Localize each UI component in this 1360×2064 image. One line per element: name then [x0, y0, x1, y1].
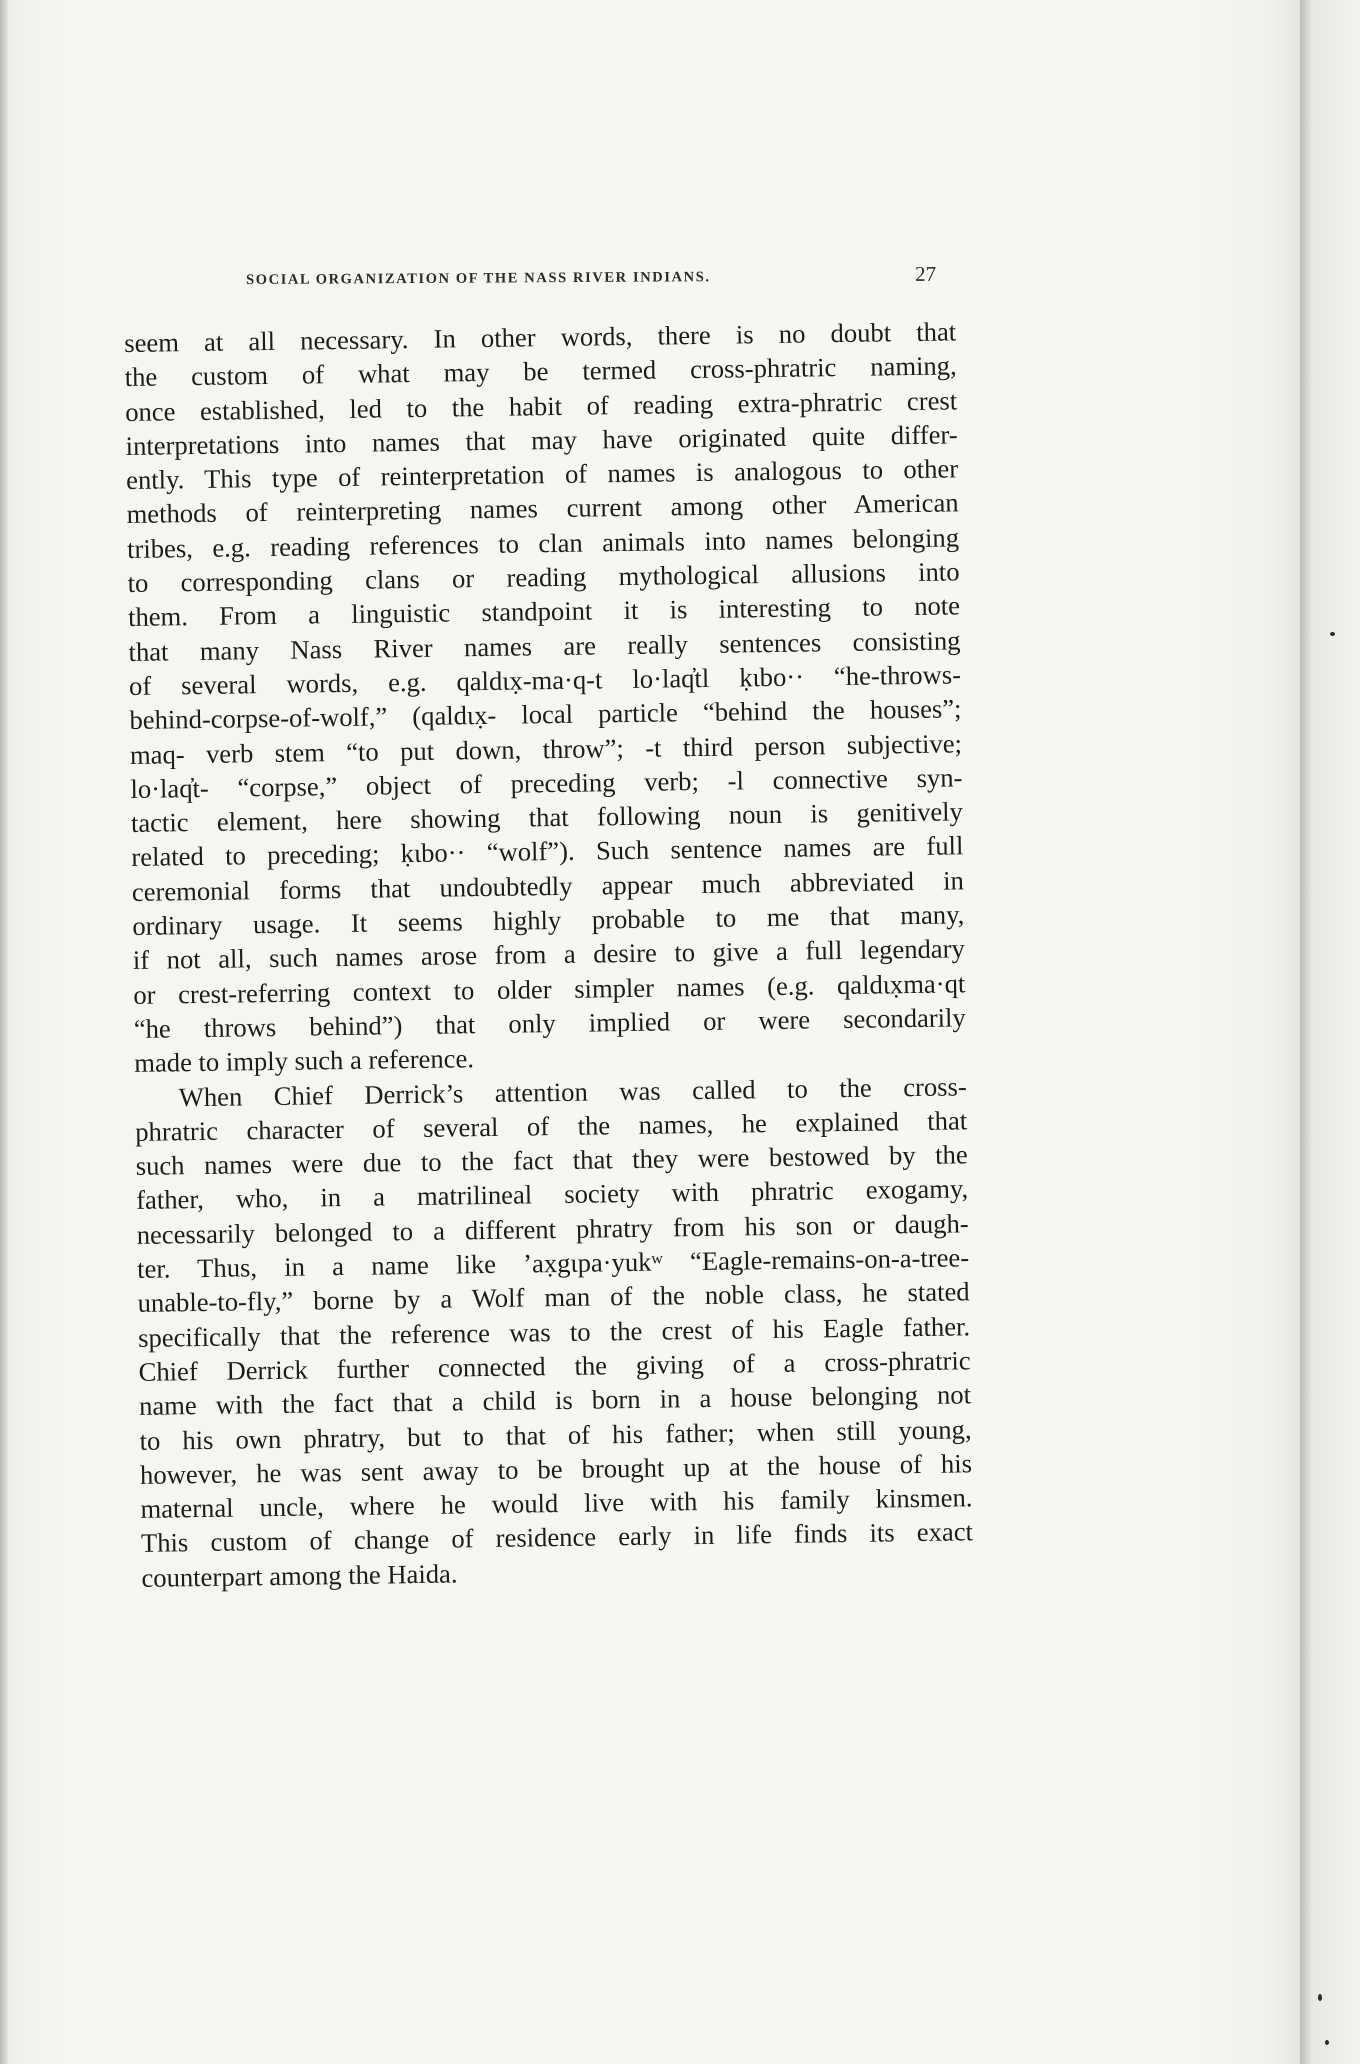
text-line: ter. Thus, in a name like ’ax̣gɩpa·yukʷ “Eagle-remains-on-a-tree-	[136, 1242, 970, 1284]
page-right-gutter	[1300, 0, 1360, 2064]
text-line: counterpart among the Haida.	[141, 1558, 458, 1593]
body-text	[124, 314, 974, 1594]
text-line: father, who, in a matrilineal society with phratric exogamy,	[135, 1173, 969, 1216]
text-line: interpretations into names that may have originated quite differ-	[125, 419, 958, 461]
text-line: ordinary usage. It seems highly probable to me that many,	[132, 899, 965, 941]
text-line: tactic element, here showing that following noun is genitively	[130, 796, 964, 839]
text-line: that many Nass River names are really sentences consisting	[128, 625, 961, 667]
page-number: 27	[914, 261, 937, 286]
text-line: lo·laq̓t- “corpse,” object of preceding verb; -l connective syn-	[130, 762, 963, 804]
scan-speck	[1325, 2040, 1329, 2045]
text-line: methods of reinterpreting names current among other American	[126, 487, 959, 530]
running-header	[246, 262, 936, 296]
text-line: ceremonial forms that undoubtedly appear much abbreviated in	[131, 865, 965, 907]
text-line: necessarily belonged to a different phratry from his son or daugh-	[136, 1208, 969, 1250]
text-line: if not all, such names arose from a desire to give a full legendary	[132, 933, 965, 976]
text-line: Chief Derrick further connected the giving of a cross-phratric	[138, 1345, 971, 1387]
text-line: This custom of change of residence early in life finds its exact	[140, 1516, 974, 1559]
text-line: behind-corpse-of-wolf,” (qaldɩx̣- local particle “behind the houses”;	[129, 693, 962, 736]
page-left-edge	[0, 0, 8, 2064]
text-line: once established, led to the habit of reading extra-phratric crest	[124, 384, 958, 427]
paragraph-2	[135, 1069, 974, 1595]
text-line: or crest-referring context to older simpler names (e.g. qaldɩx̣ma·qt	[133, 967, 966, 1010]
text-line: related to preceding; ḳɩbo·· “wolf”). Such sentence names are full	[131, 830, 964, 873]
text-line: to his own phratry, but to that of his father; when still young,	[139, 1413, 972, 1456]
text-line: name with the fact that a child is born in a house belonging not	[138, 1379, 972, 1422]
text-line: them. From a linguistic standpoint it is interesting to note	[127, 590, 961, 633]
text-line: such names were due to the fact that they were bestowed by the	[135, 1139, 968, 1182]
text-line: to corresponding clans or reading mythological allusions into	[127, 556, 960, 599]
text-line: unable-to-fly,” borne by a Wolf man of the noble class, he stated	[137, 1276, 970, 1319]
text-line: phratric character of several of the names, he explained that	[135, 1105, 968, 1147]
header-title: SOCIAL ORGANIZATION OF THE NASS RIVER INDIANS.	[246, 269, 711, 288]
text-line: the custom of what may be termed cross-phratric naming,	[124, 350, 957, 393]
text-line: made to imply such a reference.	[134, 1043, 475, 1079]
text-line: “he throws behind”) that only implied or were secondarily	[133, 1002, 966, 1044]
text-line: ently. This type of reinterpretation of names is analogous to other	[125, 453, 959, 496]
text-line: When Chief Derrick’s attention was called to the cross-	[178, 1070, 967, 1112]
text-line: of several words, e.g. qaldɩx̣-ma·q-t lo·laq̓tl ḳɩbo·· “he-throws-	[128, 659, 962, 701]
text-line: tribes, e.g. reading references to clan animals into names belonging	[126, 522, 960, 564]
text-line: maternal uncle, where he would live with his family kinsmen.	[140, 1482, 973, 1524]
text-line: maq- verb stem “to put down, throw”; -t third person subjective;	[129, 727, 963, 770]
scan-speck	[1330, 632, 1335, 636]
paragraph-1	[124, 314, 966, 1080]
text-line: specifically that the reference was to the crest of his Eagle father.	[137, 1310, 971, 1353]
text-line: seem at all necessary. In other words, there is no doubt that	[124, 316, 957, 358]
scan-speck	[1318, 1994, 1322, 2001]
text-line: however, he was sent away to be brought up at the house of his	[139, 1448, 973, 1490]
